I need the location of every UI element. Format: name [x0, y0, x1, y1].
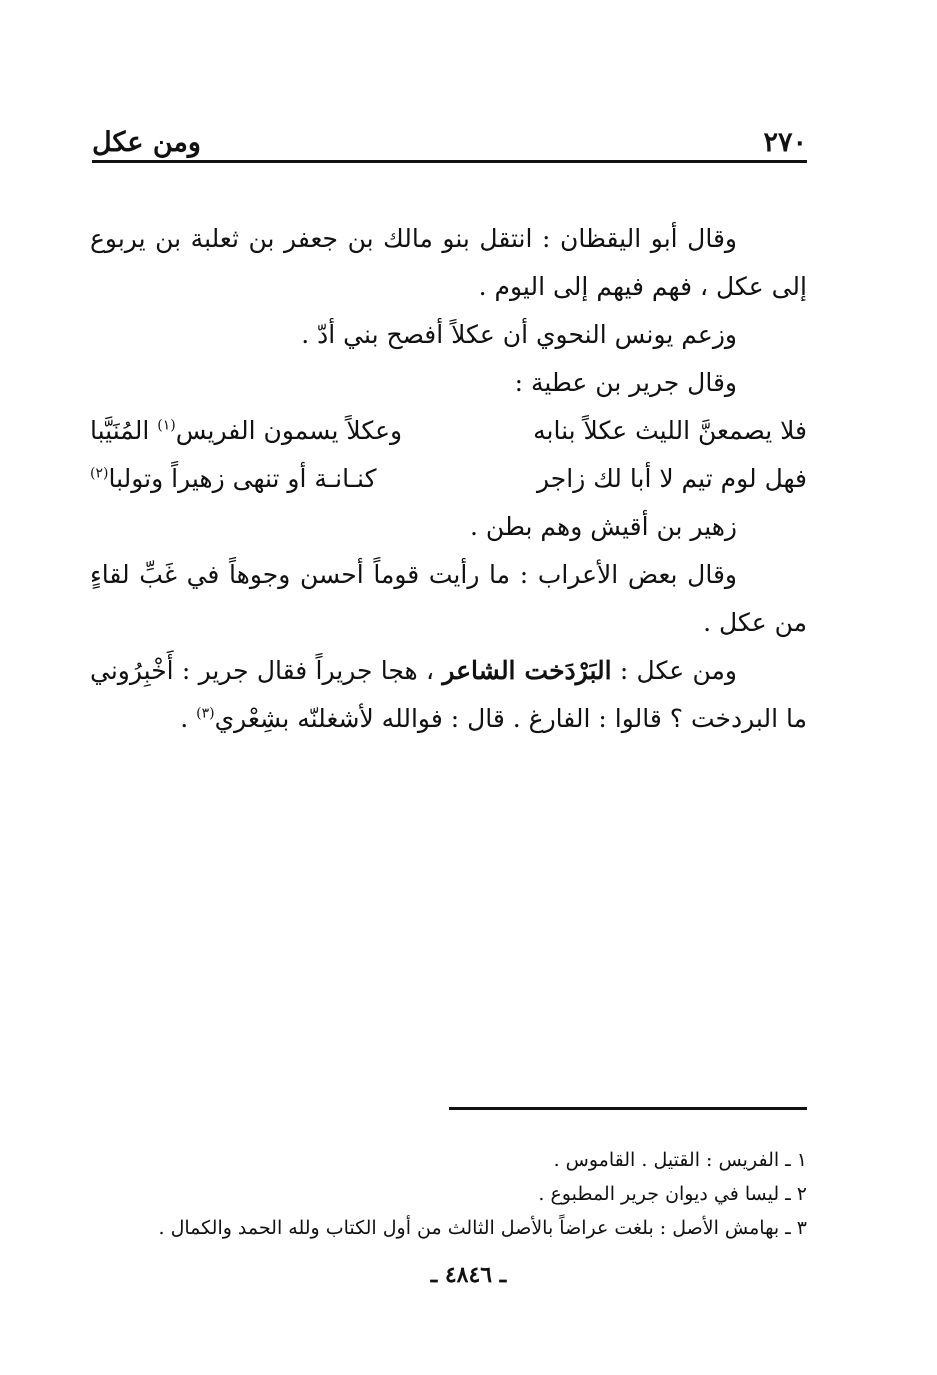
paragraph-zuhair: زهير بن أقيش وهم بطن . — [470, 512, 737, 541]
paragraph-abu-al-yaqzan: وقال أبو اليقظان : انتقل بنو مالك بن جعفر بن ثعلبة بن يربوع إلى عكل ، فهم فيهم إلى اليوم . — [90, 224, 807, 301]
footnote-3: ٣ ـ بهامش الأصل : بلغت عراضاً بالأصل الثالث من أول الكتاب ولله الحمد والكمال . — [158, 1217, 807, 1239]
footnote-marker-2: (٢) — [90, 465, 109, 482]
page-header — [92, 112, 807, 163]
bardakht-intro: ومن عكل : — [619, 656, 737, 685]
footnote-2: ٢ ـ ليسا في ديوان جرير المطبوع . — [538, 1183, 807, 1205]
verse-2-second-hemistich — [90, 455, 376, 503]
paragraph-bedouin: وقال بعض الأعراب : ما رأيت قوماً أحسن وجوهاً في غَبِّ لقاءٍ من عكل . — [90, 560, 807, 637]
paragraph-yunus: وزعم يونس النحوي أن عكلاً أفصح بني أدّ . — [301, 320, 737, 349]
verse-1-rhyme-word: المُنَيَّبا — [90, 416, 150, 445]
bardakht-end: . — [180, 704, 189, 733]
footnotes — [90, 1143, 807, 1245]
footnote-1: ١ ـ الفريس : القتيل . القاموس . — [553, 1149, 807, 1171]
footnote-marker-3: (٣) — [196, 705, 215, 722]
verse-line-2 — [90, 455, 807, 503]
running-head: ومن عكل — [92, 127, 201, 158]
verse-1-second-hemistich — [90, 407, 402, 455]
verse-2-second-text: كنـانـة أو تنهى زهيراً وتولبا — [108, 464, 377, 493]
verse-2-first-hemistich: فهل لوم تيم لا أبا لك زاجر — [537, 464, 807, 493]
footnote-marker-1: (١) — [157, 417, 176, 434]
verse-line-1 — [90, 407, 807, 455]
main-text — [90, 215, 807, 743]
folio-number: ـ ٤٨٤٦ ـ — [430, 1262, 507, 1288]
verse-1-second-text: وعكلاً يسمون الفريس — [175, 416, 403, 445]
paragraph-bardakht — [90, 647, 807, 743]
page-number: ٢٧٠ — [763, 127, 807, 158]
bardakht-story: ، هجا جريراً فقال جرير : أَخْبِرُوني ما البردخت ؟ قالوا : الفارغ . قال : فوالله لأشغلنّه بشِعْري — [90, 656, 807, 733]
paragraph-jarir-intro: وقال جرير بن عطية : — [514, 368, 737, 397]
footnote-separator — [449, 1107, 807, 1110]
bardakht-name: البَرْدَخت الشاعر — [442, 656, 612, 685]
verse-1-first-hemistich: فلا يصمعنَّ الليث عكلاً بنابه — [533, 416, 807, 445]
